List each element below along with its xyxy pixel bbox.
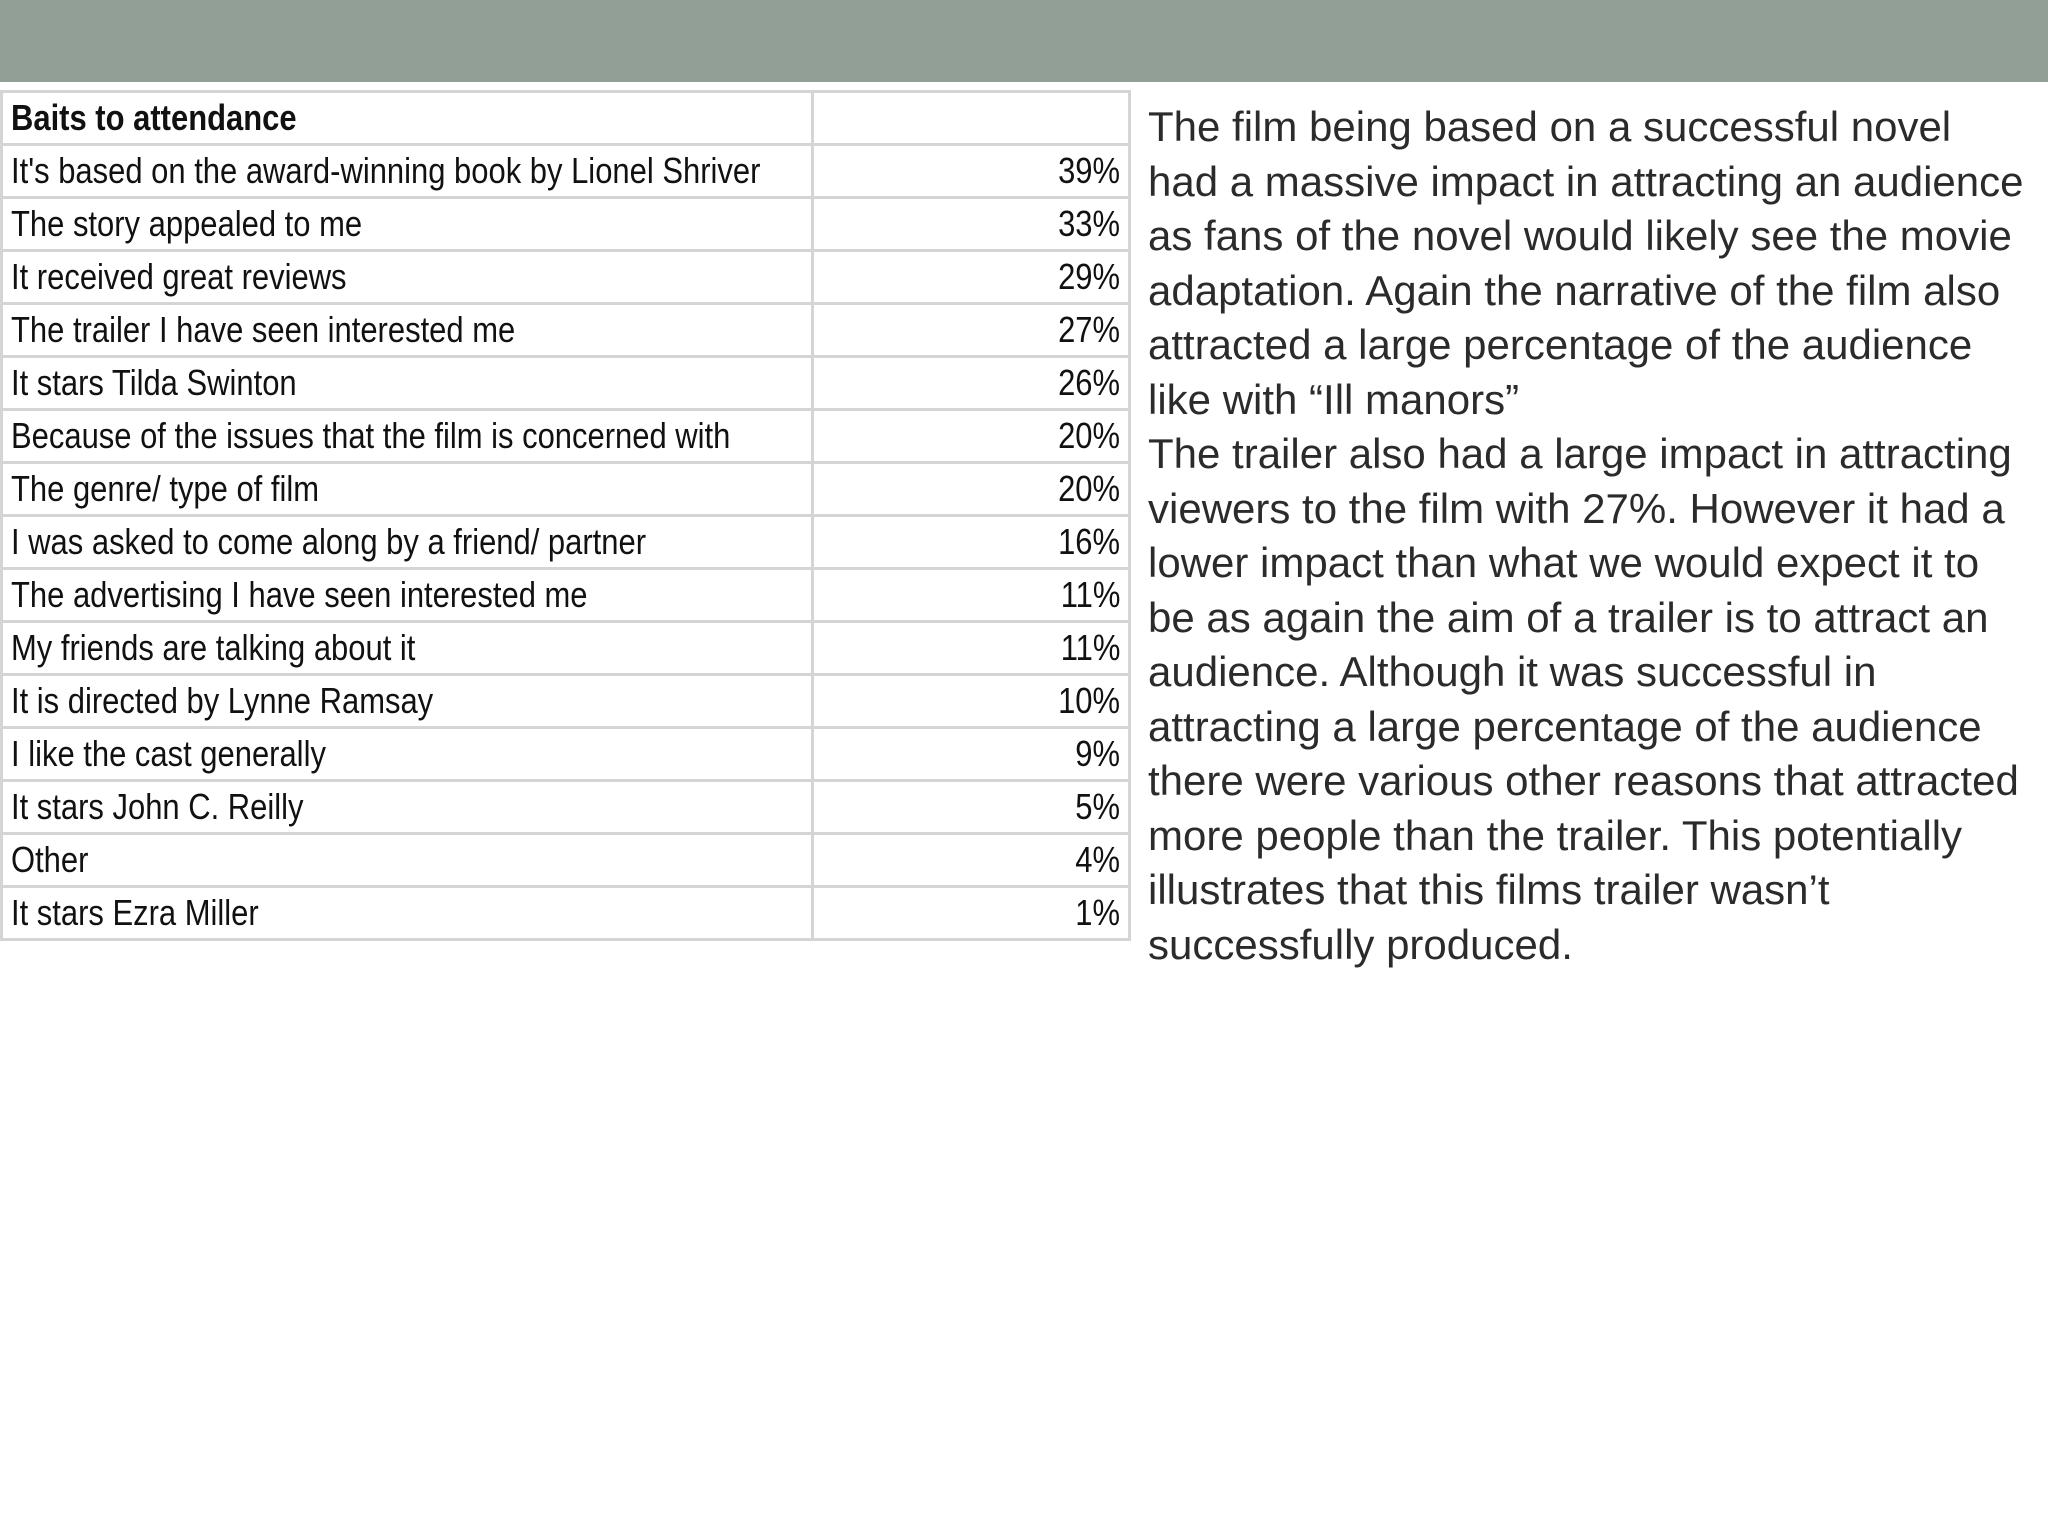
row-label: I was asked to come along by a friend/ partner: [11, 521, 647, 562]
table-row: [2, 145, 1130, 198]
row-value: 20%: [1058, 468, 1120, 509]
table-row: [2, 622, 1130, 675]
row-value-cell: [813, 675, 1130, 728]
row-label: The genre/ type of film: [11, 468, 320, 509]
row-value-cell: [813, 569, 1130, 622]
row-label-cell: [2, 463, 813, 516]
table-row: [2, 675, 1130, 728]
row-value-cell: [813, 357, 1130, 410]
row-value-cell: [813, 198, 1130, 251]
row-value-cell: [813, 463, 1130, 516]
commentary-paragraph-2: The trailer also had a large impact in attracting viewers to the film with 27%. However it had a lower impact than what we would expect it to be as again the aim of a trailer is to attract an audience. Although it was successful in attracting a large percentage of the audience there were various other reasons that attracted more people than the trailer. This potentially illustrates that this films trailer wasn’t successfully produced.: [1148, 430, 2019, 968]
table-header-empty-cell: [813, 92, 1130, 145]
table-row: [2, 834, 1130, 887]
row-value-cell: [813, 728, 1130, 781]
row-value: 10%: [1058, 680, 1120, 721]
row-value: 29%: [1058, 256, 1120, 297]
row-label-cell: [2, 198, 813, 251]
row-value-cell: [813, 304, 1130, 357]
row-label-cell: [2, 675, 813, 728]
row-value-cell: [813, 251, 1130, 304]
row-value: 27%: [1058, 309, 1120, 350]
row-label: The trailer I have seen interested me: [11, 309, 516, 350]
row-value: 20%: [1058, 415, 1120, 456]
row-label: It stars John C. Reilly: [11, 786, 304, 827]
table-row: [2, 728, 1130, 781]
row-label: The advertising I have seen interested me: [11, 574, 588, 615]
row-label: It stars Tilda Swinton: [11, 362, 297, 403]
row-value-cell: [813, 622, 1130, 675]
row-label: My friends are talking about it: [11, 627, 416, 668]
row-label-cell: [2, 304, 813, 357]
table-row: [2, 304, 1130, 357]
row-label-cell: [2, 516, 813, 569]
row-value: 39%: [1058, 150, 1120, 191]
table-header-row: [2, 92, 1130, 145]
table-row: [2, 410, 1130, 463]
row-value-cell: [813, 410, 1130, 463]
row-value: 5%: [1075, 786, 1120, 827]
row-value: 33%: [1058, 203, 1120, 244]
row-value: 9%: [1075, 733, 1120, 774]
table-row: [2, 357, 1130, 410]
row-value-cell: [813, 145, 1130, 198]
table-row: [2, 887, 1130, 940]
row-label: I like the cast generally: [11, 733, 326, 774]
table-row: [2, 781, 1130, 834]
row-value: 16%: [1058, 521, 1120, 562]
row-label: It is directed by Lynne Ramsay: [11, 680, 434, 721]
commentary-paragraph-1: The film being based on a successful novel had a massive impact in attracting an audience as fans of the novel would likely see the movie adaptation. Again the narrative of the film also attracted a large percentage of the audience like with “Ill manors”: [1148, 103, 2024, 423]
row-value: 4%: [1075, 839, 1120, 880]
row-value: 11%: [1060, 627, 1120, 668]
row-label-cell: [2, 410, 813, 463]
row-value: 26%: [1058, 362, 1120, 403]
table-row: [2, 198, 1130, 251]
table-row: [2, 569, 1130, 622]
row-label-cell: [2, 357, 813, 410]
row-label-cell: [2, 887, 813, 940]
row-label-cell: [2, 728, 813, 781]
row-label-cell: [2, 834, 813, 887]
table-header-cell: [2, 92, 813, 145]
table-row: [2, 516, 1130, 569]
table-row: [2, 251, 1130, 304]
row-label: It stars Ezra Miller: [11, 892, 259, 933]
table-row: [2, 463, 1130, 516]
row-label: Because of the issues that the film is concerned with: [11, 415, 731, 456]
row-label: Other: [11, 839, 89, 880]
row-value-cell: [813, 516, 1130, 569]
row-label: It's based on the award-winning book by Lionel Shriver: [11, 150, 761, 191]
row-label-cell: [2, 622, 813, 675]
row-value: 11%: [1060, 574, 1120, 615]
row-value-cell: [813, 887, 1130, 940]
row-label: It received great reviews: [11, 256, 347, 297]
table-header-label: Baits to attendance: [11, 97, 297, 138]
commentary-text: [1148, 100, 2028, 972]
row-label: The story appealed to me: [11, 203, 363, 244]
row-value-cell: [813, 834, 1130, 887]
row-value-cell: [813, 781, 1130, 834]
row-value: 1%: [1075, 892, 1120, 933]
row-label-cell: [2, 569, 813, 622]
row-label-cell: [2, 145, 813, 198]
top-banner: [0, 0, 2048, 82]
attendance-table: [0, 90, 1128, 941]
row-label-cell: [2, 781, 813, 834]
row-label-cell: [2, 251, 813, 304]
bait-table: [0, 90, 1131, 941]
